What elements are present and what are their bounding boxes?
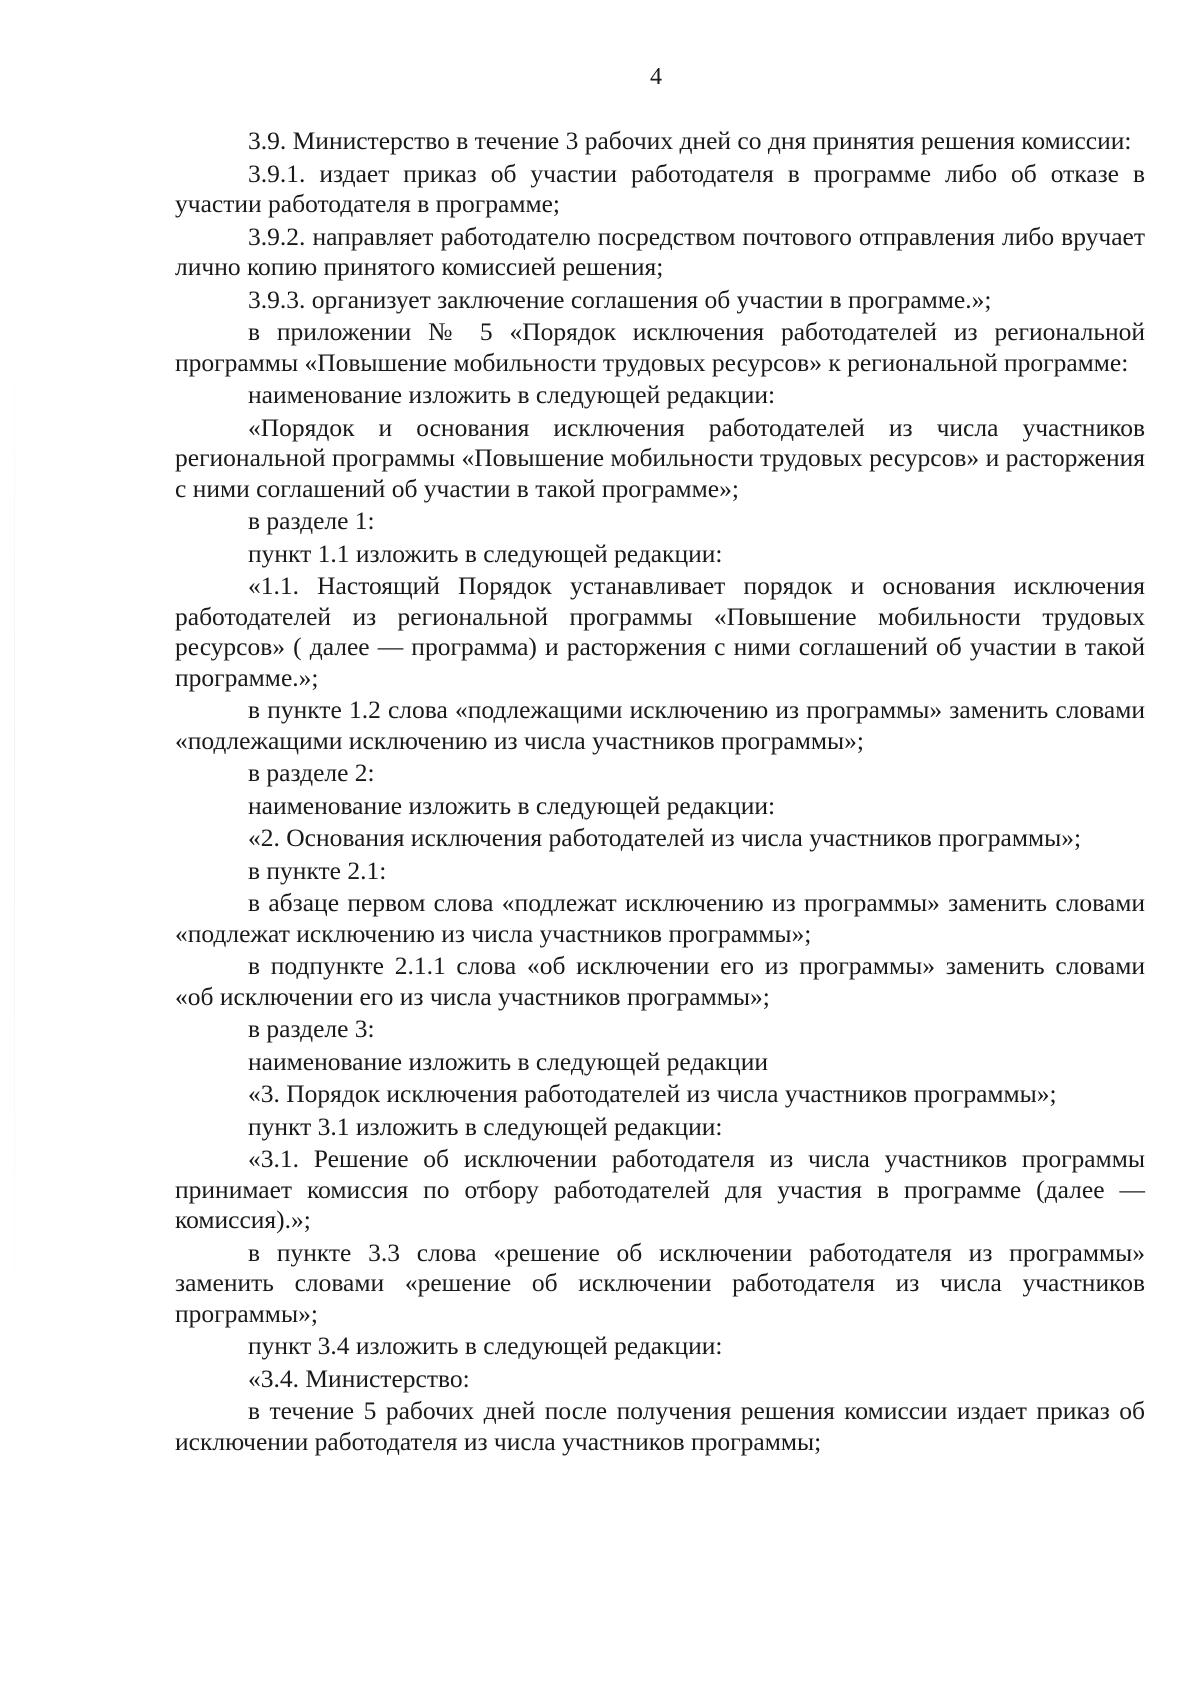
paragraph-section-1: в разделе 1: [248,506,375,535]
document-body [175,126,1145,1459]
paragraph-item-3-1: «3.1. Решение об исключении работодателя из числа участников программы принимает комиссия по отбору работодателей для участия в программе (далее — комиссия).»; [175,1144,1145,1234]
paragraph-item-2-1-first: в абзаце первом слова «подлежат исключению из программы» заменить словами «подлежат исключению из числа участников программы»; [175,888,1145,948]
paragraph-new-title: «Порядок и основания исключения работодателей из числа участников региональной программы «Повышение мобильности трудовых ресурсов» и расторжения с ними соглашений об участии в такой программе»; [175,412,1145,503]
paragraph-item-3-4: «3.4. Министерство: [248,1363,470,1393]
paragraph-3-9-3: 3.9.3. организует заключение соглашения об участии в программе.»; [248,284,992,314]
paragraph-section-3-title-instruction: наименование изложить в следующей редакции [248,1046,768,1076]
paragraph-appendix-5: в приложении № 5 «Порядок исключения работодателей из региональной программы «Повышение мобильности трудовых ресурсов» к региональной программе: [175,317,1145,377]
paragraph-item-1-1-instruction: пункт 1.1 изложить в следующей редакции: [248,538,723,568]
page-number: 4 [650,64,662,90]
paragraph-item-1-2: в пункте 1.2 слова «подлежащими исключению из программы» заменить словами «подлежащими исключению из числа участников программы»; [175,695,1145,755]
paragraph-3-9-2: 3.9.2. направляет работодателю посредством почтового отправления либо вручает лично копию принятого комиссией решения; [175,221,1145,281]
paragraph-section-3: в разделе 3: [248,1014,375,1043]
paragraph-item-1-1: «1.1. Настоящий Порядок устанавливает порядок и основания исключения работодателей из региональной программы «Повышение мобильности трудовых ресурсов» ( далее — программа) и расторжения с ними соглашений об участии в такой программе.»; [175,571,1145,692]
paragraph-item-3-1-instruction: пункт 3.1 изложить в следующей редакции: [248,1111,723,1141]
paragraph-3-9: 3.9. Министерство в течение 3 рабочих дней со дня принятия решения комиссии: [248,126,1132,155]
paragraph-item-2-1-1: в подпункте 2.1.1 слова «об исключении его из программы» заменить словами «об исключении его из числа участников программы»; [175,951,1145,1011]
paragraph-title-instruction: наименование изложить в следующей редакции: [248,380,776,409]
paragraph-section-2-title-instruction: наименование изложить в следующей редакции: [248,790,776,820]
paragraph-3-9-1: 3.9.1. издает приказ об участии работодателя в программе либо об отказе в участии работодателя в программе; [175,158,1145,218]
paragraph-section-2-title: «2. Основания исключения работодателей из числа участников программы»; [248,823,1082,852]
paragraph-item-3-4-text: в течение 5 рабочих дней после получения решения комиссии издает приказ об исключении работодателя из числа участников программы; [175,1396,1145,1456]
paragraph-section-3-title: «3. Порядок исключения работодателей из числа участников программы»; [248,1079,1057,1108]
paragraph-section-2: в разделе 2: [248,758,375,787]
scan-shadow-edge [14,300,15,1400]
paragraph-item-2-1: в пункте 2.1: [248,855,387,885]
paragraph-item-3-3: в пункте 3.3 слова «решение об исключении работодателя из программы» заменить словами «решение об исключении работодателя из числа участников программы»; [175,1237,1145,1328]
paragraph-item-3-4-instruction: пункт 3.4 изложить в следующей редакции: [248,1331,723,1360]
